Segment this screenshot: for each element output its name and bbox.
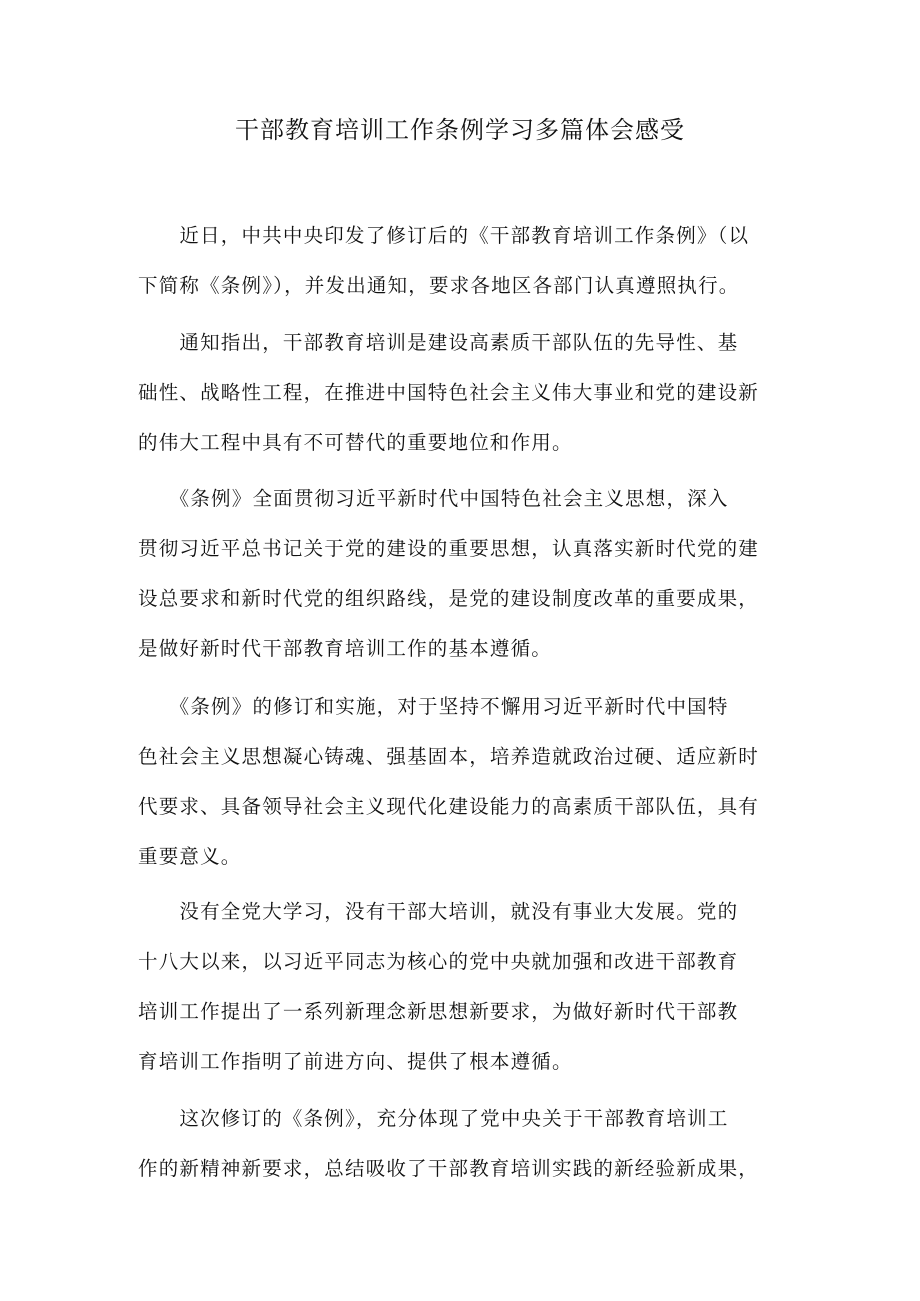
paragraph-line: 这次修订的《条例》，充分体现了党中央关于干部教育培训工 <box>138 1107 729 1130</box>
paragraph-line: 培训工作提出了一系列新理念新思想新要求，为做好新时代干部教 <box>138 1000 739 1023</box>
paragraph-line: 育培训工作指明了前进方向、提供了根本遵循。 <box>138 1050 573 1073</box>
paragraph-4 <box>138 682 788 882</box>
paragraph-line: 的伟大工程中具有不可替代的重要地位和作用。 <box>138 431 573 454</box>
paragraph-line: 设总要求和新时代党的组织路线，是党的建设制度改革的重要成果， <box>138 587 760 610</box>
paragraph-line: 是做好新时代干部教育培训工作的基本遵循。 <box>138 637 553 660</box>
paragraph-line: 重要意义。 <box>138 845 242 868</box>
paragraph-line: 《条例》全面贯彻习近平新时代中国特色社会主义思想，深入 <box>138 487 729 510</box>
paragraph-line: 十八大以来，以习近平同志为核心的党中央就加强和改进干部教育 <box>138 950 739 973</box>
paragraph-line: 贯彻习近平总书记关于党的建设的重要思想，认真落实新时代党的建 <box>138 537 760 560</box>
paragraph-2 <box>138 318 788 468</box>
paragraph-5 <box>138 887 788 1087</box>
paragraph-line: 下简称《条例》），并发出通知，要求各地区各部门认真遵照执行。 <box>138 274 740 297</box>
paragraph-line: 代要求、具备领导社会主义现代化建设能力的高素质干部队伍，具有 <box>138 795 760 818</box>
paragraph-6 <box>138 1094 788 1194</box>
paragraph-line: 没有全党大学习，没有干部大培训，就没有事业大发展。党的 <box>138 900 739 923</box>
paragraph-line: 作的新精神新要求，总结吸收了干部教育培训实践的新经验新成果， <box>138 1157 760 1180</box>
paragraph-line: 础性、战略性工程，在推进中国特色社会主义伟大事业和党的建设新 <box>138 381 760 404</box>
document-title: 干部教育培训工作条例学习多篇体会感受 <box>235 116 685 144</box>
paragraph-1 <box>138 211 788 311</box>
paragraph-line: 通知指出，干部教育培训是建设高素质干部队伍的先导性、基 <box>138 331 739 354</box>
paragraph-line: 《条例》的修订和实施，对于坚持不懈用习近平新时代中国特 <box>138 695 729 718</box>
paragraph-3 <box>138 474 788 674</box>
paragraph-line: 近日，中共中央印发了修订后的《干部教育培训工作条例》（以 <box>138 224 750 247</box>
paragraph-line: 色社会主义思想凝心铸魂、强基固本，培养造就政治过硬、适应新时 <box>138 745 760 768</box>
